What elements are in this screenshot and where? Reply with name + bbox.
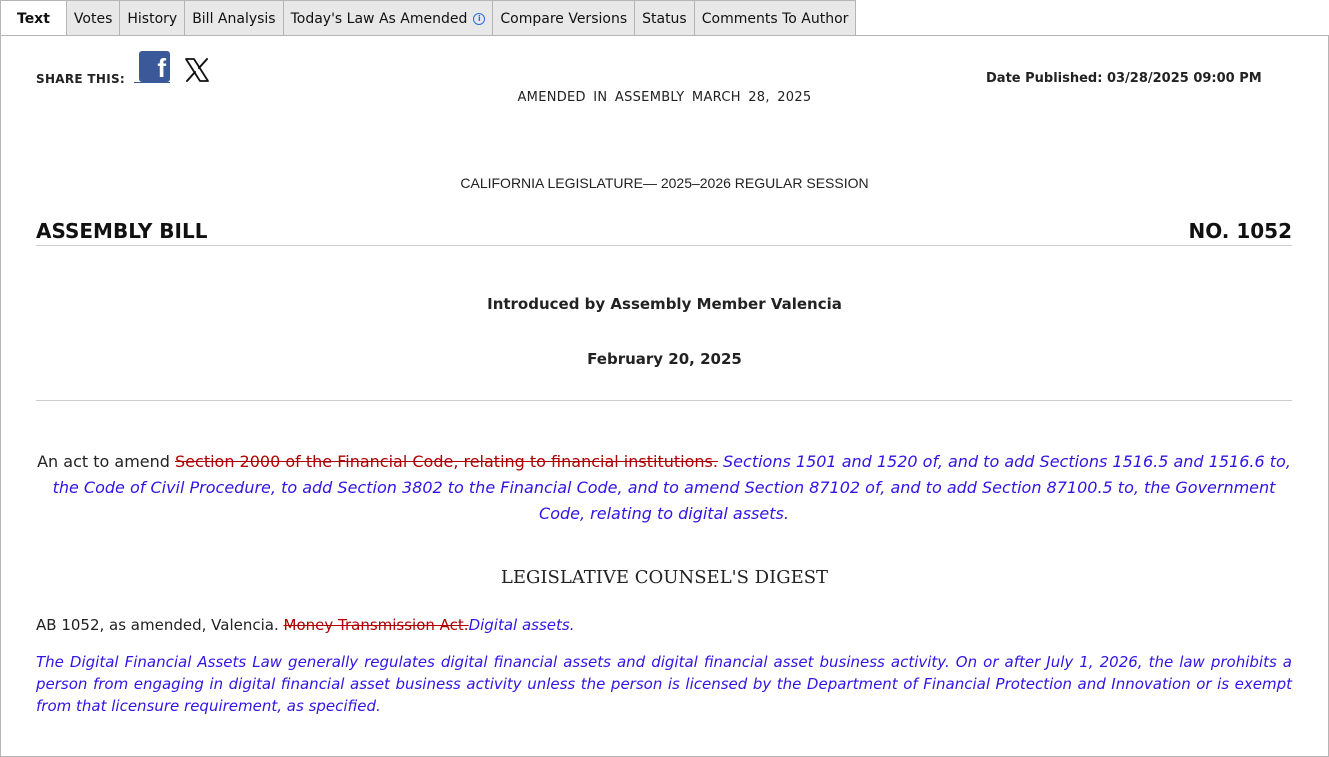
tab-bar	[0, 0, 856, 36]
tab-compare-versions[interactable]: Compare Versions	[493, 0, 635, 36]
bill-number: NO. 1052	[1188, 219, 1292, 243]
bill-type: ASSEMBLY BILL	[36, 219, 208, 243]
divider	[36, 400, 1292, 401]
tab-todays-law-label: Today's Law As Amended	[290, 11, 468, 27]
digest-heading: LEGISLATIVE COUNSEL'S DIGEST	[500, 567, 829, 588]
bill-text-panel	[0, 35, 1329, 757]
tab-todays-law-as-amended[interactable]	[284, 0, 494, 36]
tab-status[interactable]: Status	[635, 0, 695, 36]
digest-summary-line	[36, 616, 575, 634]
amended-line: AMENDED IN ASSEMBLY MARCH 28, 2025	[517, 90, 812, 105]
facebook-link-underline	[134, 82, 170, 83]
divider	[36, 245, 1292, 246]
introduced-date: February 20, 2025	[587, 350, 742, 368]
act-title	[36, 449, 1292, 527]
tab-votes[interactable]: Votes	[67, 0, 120, 36]
digest-paragraph: The Digital Financial Assets Law generally regulates digital financial assets and digital financial asset business activity. On or after July 1, 2026, the law prohibits a person from engaging in digital financial asset business activity unless the person is licensed by the Department of Financial Protection and Innovation or is exempt from that licensure requirement, as specified.	[36, 653, 1292, 715]
introduced-by: Introduced by Assembly Member Valencia	[487, 295, 842, 313]
tab-comments-to-author[interactable]: Comments To Author	[695, 0, 857, 36]
tab-bill-analysis[interactable]: Bill Analysis	[185, 0, 283, 36]
facebook-icon[interactable]: f	[139, 51, 170, 82]
session-title: CALIFORNIA LEGISLATURE— 2025–2026 REGULAR SESSION	[460, 175, 869, 191]
act-prefix: An act to amend	[37, 452, 170, 471]
tab-history[interactable]: History	[120, 0, 185, 36]
struck-text: Section 2000 of the Financial Code, relating to financial institutions.	[175, 452, 718, 471]
digest-struck-text: Money Transmission Act.	[283, 616, 469, 634]
x-icon[interactable]	[184, 57, 210, 83]
digest-ab-line: AB 1052, as amended, Valencia.	[36, 616, 279, 634]
tab-text[interactable]: Text	[0, 0, 67, 36]
info-icon[interactable]: i	[473, 13, 485, 25]
digest-inserted-text: Digital assets.	[468, 616, 575, 634]
date-published: Date Published: 03/28/2025 09:00 PM	[986, 71, 1262, 86]
inserted-text: Sections 1501 and 1520 of, and to add Sections 1516.5 and 1516.6 to, the Code of Civil Procedure, to add Section 3802 to the Financial Code, and to amend Section 87102 of, and to add Section 87100.5 to, the Government Code, relating to digital assets.	[52, 452, 1291, 523]
share-label: SHARE THIS:	[36, 72, 126, 86]
